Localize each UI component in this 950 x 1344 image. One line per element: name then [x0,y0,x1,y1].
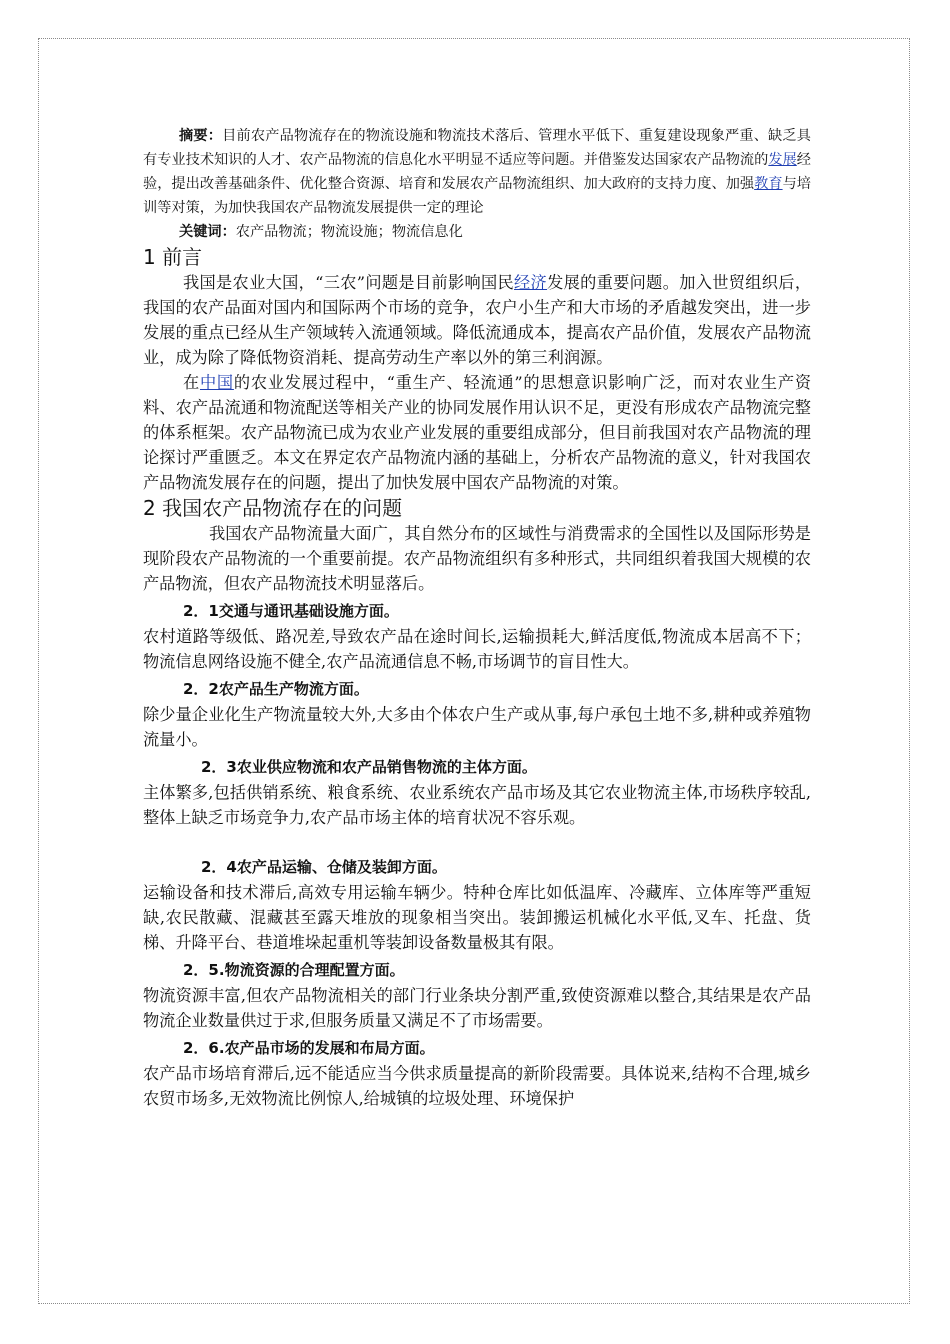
document-body [143,124,811,1111]
subsection-title: 2．3农业供应物流和农产品销售物流的主体方面。 [201,758,537,776]
subsection-title: 2．4农产品运输、仓储及装卸方面。 [201,858,447,876]
paragraph-text: 发展的重要问题。加入世贸组织后，我国的农产品面对国内和国际两个市场的竞争，农户小生产和大市场的矛盾越发突出，进一步发展的重点已经从生产领域转入流通领域。降低流通成本，提高农产品价值，发展农产品物流业，成为除了降低物资消耗、提高劳动生产率以外的第三利润源。 [143,273,812,367]
subsection-text: 物流资源丰富,但农产品物流相关的部门行业条块分割严重,致使资源难以整合,其结果是农产品物流企业数量供过于求,但服务质量又满足不了市场需要。 [143,986,811,1030]
paragraph [143,270,811,370]
abstract-label: 摘要： [179,128,223,144]
keywords-text: 农产品物流；物流设施；物流信息化 [235,224,463,240]
paragraph-text: 的农业发展过程中，“重生产、轻流通”的思想意识影响广泛，而对农业生产资料、农产品流通和物流配送等相关产业的协同发展作用认识不足，更没有形成农产品物流完整的体系框架。农产品物流已成为农业产业发展的重要组成部分，但目前我国对农产品物流的理论探讨严重匮乏。本文在界定农产品物流内涵的基础上，分析农产品物流的意义，针对我国农产品物流发展存在的问题，提出了加快发展中国农产品物流的对策。 [143,373,812,492]
abstract-paragraph [143,124,811,220]
subsection-text: 主体繁多,包括供销系统、粮食系统、农业系统农产品市场及其它农业物流主体,市场秩序较乱,整体上缺乏市场竞争力,农产品市场主体的培育状况不容乐观。 [143,783,811,827]
abstract-text: 经验，提出改善基础条件、优化整合资源、培育和发展农产品物流组织、加大政府的支持力度、加强 [143,152,811,192]
abstract-text: 与培训等对策，为加快我国农产品物流发展提供一定的理论 [143,176,811,216]
link-development[interactable]: 发展 [768,152,797,168]
paragraph [143,370,811,495]
subsection-title: 2．5.物流资源的合理配置方面。 [183,961,405,979]
section-heading: 1 前言 [143,245,203,269]
subsection-title: 2．1交通与通讯基础设施方面。 [183,602,399,620]
subsection-text: 运输设备和技术滞后,高效专用运输车辆少。特种仓库比如低温库、冷藏库、立体库等严重短缺,农民散藏、混藏甚至露天堆放的现象相当突出。装卸搬运机械化水平低,叉车、托盘、货梯、升降平台、巷道堆垛起重机等装卸设备数量极其有限。 [143,883,811,952]
subsection-text: 除少量企业化生产物流量较大外,大多由个体农户生产或从事,每户承包土地不多,耕种或养殖物流量小。 [143,705,811,749]
keywords-label: 关键词： [179,224,236,240]
subsection-text: 农村道路等级低、路况差,导致农产品在途时间长,运输损耗大,鲜活度低,物流成本居高不下；物流信息网络设施不健全,农产品流通信息不畅,市场调节的盲目性大。 [143,627,811,671]
link-economy[interactable]: 经济 [514,273,548,292]
abstract-text: 目前农产品物流存在的物流设施和物流技术落后、管理水平低下、重复建设现象严重、缺乏具有专业技术知识的人才、农产品物流的信息化水平明显不适应等问题。并借鉴发达国家农产品物流的 [143,128,811,168]
keywords-line [143,220,811,244]
paragraph-text: 在 [183,373,200,392]
subsection-title: 2．2农产品生产物流方面。 [183,680,369,698]
section-heading: 2 我国农产品物流存在的问题 [143,496,403,520]
subsection-text: 农产品市场培育滞后,远不能适应当今供求质量提高的新阶段需要。具体说来,结构不合理,城乡农贸市场多,无效物流比例惊人,给城镇的垃圾处理、环境保护 [143,1064,811,1108]
paragraph-text: 我国是农业大国，“三农”问题是目前影响国民 [183,273,515,292]
subsection-title: 2．6.农产品市场的发展和布局方面。 [183,1039,435,1057]
link-education[interactable]: 教育 [754,176,783,192]
link-china[interactable]: 中国 [199,373,234,392]
blank-line [143,830,811,852]
paragraph: 我国农产品物流量大面广，其自然分布的区域性与消费需求的全国性以及国际形势是现阶段农产品物流的一个重要前提。农产品物流组织有多种形式，共同组织着我国大规模的农产品物流，但农产品物流技术明显落后。 [143,524,811,593]
